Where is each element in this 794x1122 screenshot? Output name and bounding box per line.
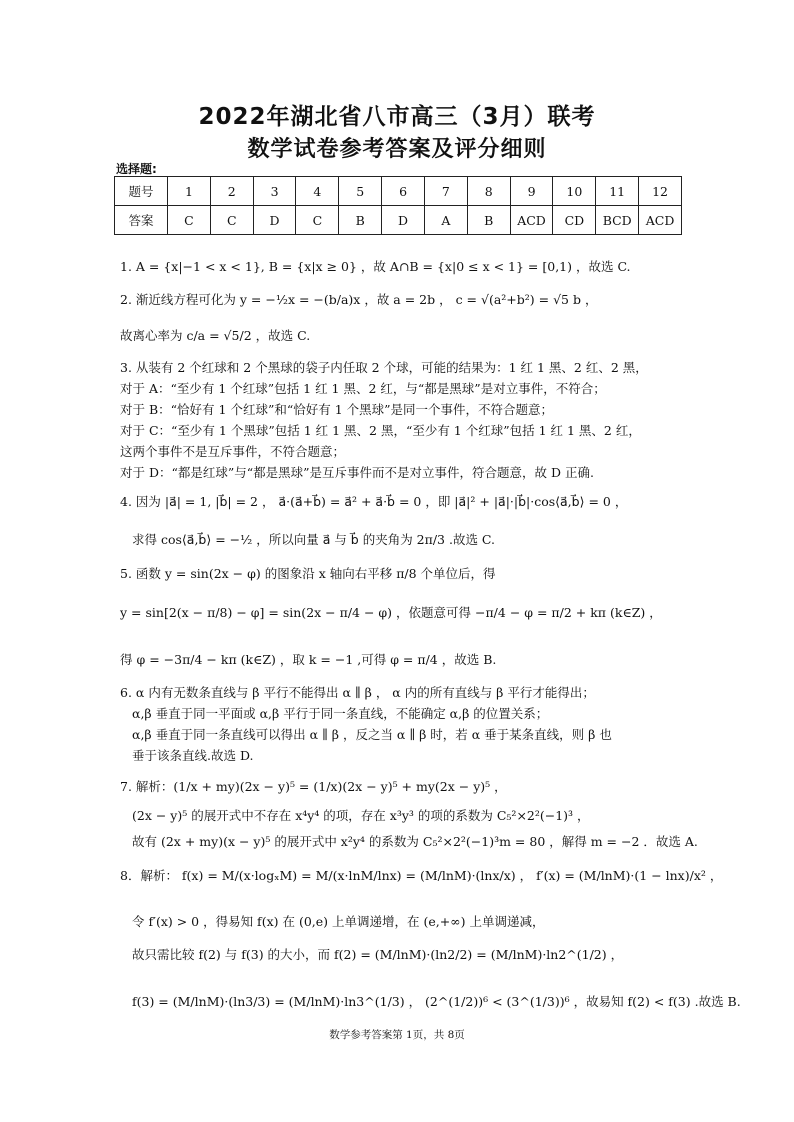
solution-7-line-3: 故有 (2x + my)(x − y)⁵ 的展开式中 x²y⁴ 的系数为 C₅²×2²(−1)³m = 80 ，解得 m = −2 ．故选 A. (132, 834, 698, 849)
table-cell: 7 (424, 177, 467, 206)
solution-7-line-2: (2x − y)⁵ 的展开式中不存在 x⁴y⁴ 的项，存在 x³y³ 的项的系数为 C₅²×2²(−1)³ ， (132, 808, 590, 823)
table-cell: BCD (596, 206, 639, 235)
page-subtitle: 数学试卷参考答案及评分细则 (247, 137, 547, 162)
solution-8-line-4: f(3) = (M/lnM)·(ln3/3) = (M/lnM)·ln3^(1/3) ， (2^(1/2))⁶ < (3^(1/3))⁶ ，故易知 f(2) < f(3) .故选 B. (132, 994, 741, 1009)
solution-5-line-1: 5. 函数 y = sin(2x − φ) 的图象沿 x 轴向右平移 π/8 个单位后，得 (120, 566, 496, 581)
table-header-cell: 答案 (115, 206, 168, 235)
table-cell: 6 (382, 177, 425, 206)
table-cell: C (210, 206, 253, 235)
solution-6-line-2: α,β 垂直于同一平面或 α,β 平行于同一条直线，不能确定 α,β 的位置关系； (132, 706, 549, 721)
solution-6-line-3: α,β 垂直于同一条直线可以得出 α ∥ β ，反之当 α ∥ β 时，若 α 垂于某条直线，则 β 也 (132, 727, 612, 742)
answer-table (114, 176, 682, 235)
table-cell: 2 (210, 177, 253, 206)
table-cell: 10 (553, 177, 596, 206)
table-cell: B (467, 206, 510, 235)
table-cell: ACD (639, 206, 682, 235)
solution-8-line-3: 故只需比较 f(2) 与 f(3) 的大小，而 f(2) = (M/lnM)·(ln2/2) = (M/lnM)·ln2^(1/2) ， (132, 947, 624, 962)
solution-3-line-6: 对于 D：“都是红球”与“都是黑球”是互斥事件而不是对立事件，符合题意，故 D 正确. (120, 465, 595, 480)
solution-1: 1. A = {x|−1 < x < 1}, B = {x|x ≥ 0} ，故 A∩B = {x|0 ≤ x < 1} = [0,1) ，故选 C. (120, 259, 631, 274)
solution-3-line-1: 3. 从装有 2 个红球和 2 个黑球的袋子内任取 2 个球，可能的结果为：1 红 1 黑、2 红、2 黑， (120, 360, 648, 375)
solution-8-line-1: 8．解析： f(x) = M/(x·logₓM) = M/(x·lnM/lnx) = (M/lnM)·(lnx/x) ， f′(x) = (M/lnM)·(1 − lnx)/x² ， (120, 868, 723, 883)
section-label: 选择题: (116, 162, 157, 176)
solution-7-line-1: 7. 解析：(1/x + my)(2x − y)⁵ = (1/x)(2x − y)⁵ + my(2x − y)⁵ ， (120, 779, 507, 794)
table-cell: 9 (510, 177, 553, 206)
solution-6-line-4: 垂于该条直线.故选 D. (132, 748, 254, 763)
table-cell: A (424, 206, 467, 235)
solution-5-line-2: y = sin[2(x − π/8) − φ] = sin(2x − π/4 − φ) ，依题意可得 −π/4 − φ = π/2 + kπ (k∈Z) ， (120, 605, 662, 620)
solution-4-line-2: 求得 cos⟨a⃗,b⃗⟩ = −½ ，所以向量 a⃗ 与 b⃗ 的夹角为 2π/3 .故选 C. (132, 532, 496, 547)
page-footer: 数学参考答案第 1页，共 8页 (329, 1029, 465, 1041)
table-cell: D (382, 206, 425, 235)
table-row-answers (115, 206, 682, 235)
table-cell: 4 (296, 177, 339, 206)
solution-8-line-2: 令 f′(x) > 0 ，得易知 f(x) 在 (0,e) 上单调递增，在 (e,+∞) 上单调递减， (132, 914, 545, 929)
table-cell: 12 (639, 177, 682, 206)
solution-4-line-1: 4. 因为 |a⃗| = 1, |b⃗| = 2 ， a⃗·(a⃗+b⃗) = a⃗² + a⃗·b⃗ = 0 ，即 |a⃗|² + |a⃗|·|b⃗|·cos⟨a⃗,b⃗⟩ = 0 ， (120, 494, 628, 509)
solution-2-line-2: 故离心率为 c/a = √5/2 ，故选 C. (120, 328, 311, 343)
solution-3-line-4: 对于 C：“至少有 1 个黑球”包括 1 红 1 黑、2 黑，“至少有 1 个红球”包括 1 红 1 黑、2 红， (120, 423, 641, 438)
solution-2-line-1: 2. 渐近线方程可化为 y = −½x = −(b/a)x ，故 a = 2b ， c = √(a²+b²) = √5 b ， (120, 292, 598, 307)
table-cell: 3 (253, 177, 296, 206)
table-cell: B (339, 206, 382, 235)
table-row-numbers (115, 177, 682, 206)
table-cell: 5 (339, 177, 382, 206)
solution-5-line-3: 得 φ = −3π/4 − kπ (k∈Z) ，取 k = −1 ,可得 φ = π/4 ，故选 B. (120, 652, 497, 667)
table-cell: 8 (467, 177, 510, 206)
table-cell: 1 (168, 177, 211, 206)
table-cell: ACD (510, 206, 553, 235)
solution-3-line-5: 这两个事件不是互斥事件，不符合题意； (120, 444, 346, 459)
table-cell: D (253, 206, 296, 235)
solution-3-line-2: 对于 A：“至少有 1 个红球”包括 1 红 1 黑、2 红，与“都是黑球”是对立事件，不符合； (120, 381, 606, 396)
table-cell: C (296, 206, 339, 235)
solution-6-line-1: 6. α 内有无数条直线与 β 平行不能得出 α ∥ β ， α 内的所有直线与 β 平行才能得出； (120, 685, 595, 700)
table-cell: 11 (596, 177, 639, 206)
table-cell: CD (553, 206, 596, 235)
table-cell: C (168, 206, 211, 235)
table-header-cell: 题号 (115, 177, 168, 206)
page-title: 2022年湖北省八市高三（3月）联考 (198, 104, 596, 130)
solution-3-line-3: 对于 B：“恰好有 1 个红球”和“恰好有 1 个黑球”是同一个事件，不符合题意； (120, 402, 554, 417)
